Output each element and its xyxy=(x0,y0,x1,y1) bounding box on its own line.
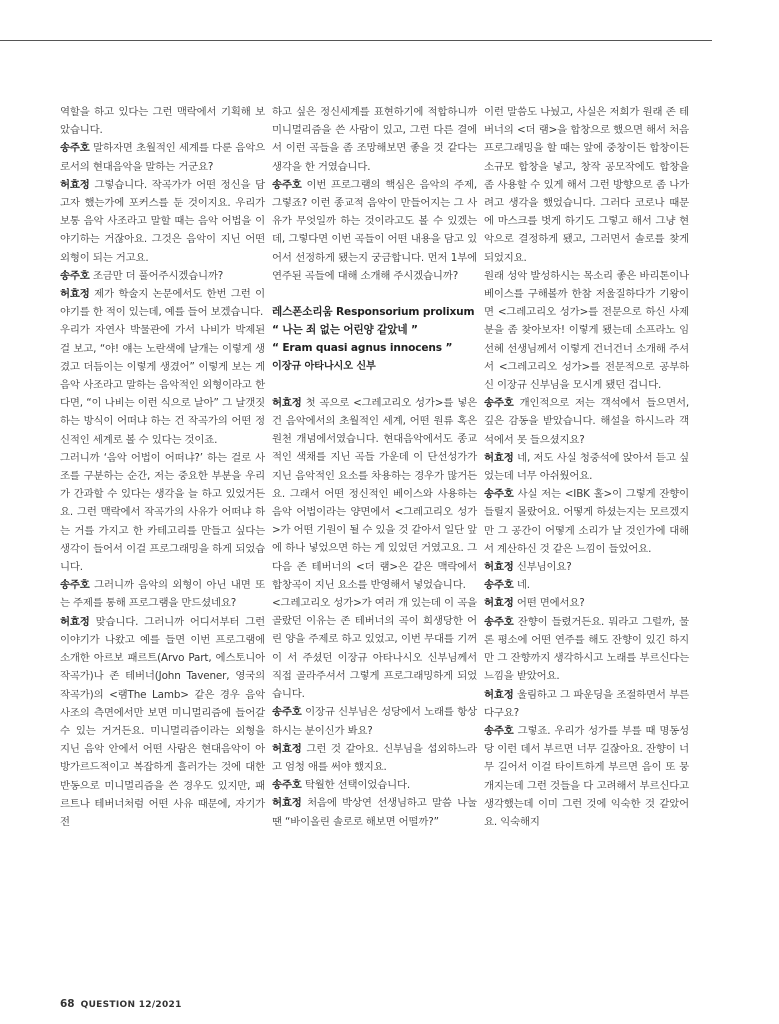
speaker-name: 허효정 xyxy=(484,451,514,464)
magazine-name: QUESTION 12/2021 xyxy=(80,1000,182,1010)
paragraph xyxy=(60,321,265,448)
paragraph-text: 이런 말씀도 나눴고, 사실은 저희가 원래 존 테버너의 <더 램>을 합창으로 했으면 해서 처음 프로그래밍을 할 때는 앞에 중창이든 합창이든 소규모 합창을 넣고, 창작 공모작에도 합창을 좀 사용할 수 있게 해서 그런 방향으로 좀 나가려고 생각을 했었습니다. 그러다 코로나 때문에 마스크를 벗게 하기도 그렇고 해서 그냥 현악으로 결정하게 됐고, 그러면서 솔로를 찾게 되었지요. xyxy=(484,106,689,264)
paragraph xyxy=(484,722,689,831)
paragraph xyxy=(272,740,477,776)
paragraph xyxy=(60,267,265,285)
paragraph xyxy=(272,594,477,703)
speaker-name: 송주호 xyxy=(484,615,514,628)
song-title: 레스폰소리움 Responsorium prolixum xyxy=(272,306,475,319)
paragraph-text: 그렇죠. 우리가 성가를 부를 때 명동성당 이런 데서 부르면 너무 길잖아요. 잔향이 너무 길어서 이걸 타이트하게 부르면 음이 또 뭉개지는데 그런 것들을 다 고려해서 부르신다고 생각했는데 이미 그런 것에 익숙한 것 같았어요. 익숙해지 xyxy=(484,724,689,828)
paragraph xyxy=(272,776,477,794)
speaker-name: 송주호 xyxy=(272,706,302,719)
paragraph xyxy=(484,103,689,267)
paragraph-text: 어떤 면에서요? xyxy=(513,597,585,610)
paragraph xyxy=(484,449,689,485)
speaker-name: 송주호 xyxy=(60,579,90,592)
speaker-name: 송주호 xyxy=(272,779,302,792)
paragraph-text: 개인적으로 저는 객석에서 들으면서, 깊은 감동을 받았습니다. 해설을 하시느라 객석에서 못 들으셨지요? xyxy=(484,397,689,446)
paragraph-text: 신부님이요? xyxy=(513,561,572,574)
column-1 xyxy=(60,103,265,831)
paragraph-text: 잔향이 들렸거든요. 뭐라고 그럴까, 물론 평소에 어떤 연주를 해도 잔향이 있긴 하지만 그 잔향까지 생각하시고 노래를 부르신다는 느낌을 받았어요. xyxy=(484,615,689,683)
paragraph xyxy=(272,794,477,830)
paragraph-text: 제가 학술지 논문에서도 한번 그런 이야기를 한 적이 있는데, 예를 들어 보겠습니다. xyxy=(60,288,265,319)
page-footer xyxy=(60,998,182,1010)
paragraph-text: 탁월한 선택이었습니다. xyxy=(301,779,411,792)
paragraph xyxy=(272,394,477,594)
paragraph-text: 처음에 박상연 선생님하고 말씀 나눌 땐 “바이올린 솔로로 해보면 어떨까?” xyxy=(272,797,477,828)
paragraph-text: 그렇습니다. 작곡가가 어떤 정신을 담고자 했는가에 포커스를 둔 것이지요. 우리가 보통 음악 사조라고 말할 때는 음악 어법을 이야기하는 거잖아요. 그것은 음악이 지닌 어떤 외형이 되는 거고요. xyxy=(60,178,265,264)
speaker-name: 송주호 xyxy=(60,269,90,282)
speaker-name: 송주호 xyxy=(484,579,514,592)
paragraph-text: 울림하고 그 파운딩을 조절하면서 부른다구요? xyxy=(484,688,689,719)
paragraph xyxy=(484,394,689,449)
paragraph xyxy=(484,558,689,576)
paragraph-text: 그러니까 ‘음악 어법이 어떠냐?’ 하는 걸로 사조를 구분하는 순간, 저는 중요한 부분을 우리가 간과할 수 있다는 생각을 늘 하고 있었거든요. 그런 맥락에서 작곡가의 사유가 어떠냐 하는 거를 가지고 한 카테고리를 만들고 싶다는 생각이 들어서 이걸 프로그래밍을 하게 되었습니다. xyxy=(60,451,265,574)
paragraph xyxy=(484,485,689,558)
paragraph-text: 하고 싶은 정신세계를 표현하기에 적합하니까 미니멀리즘을 쓴 사람이 있고, 그런 다른 결에서 이런 곡들을 좀 조망해보면 좋을 것 같다는 생각을 한 거였습니다. xyxy=(272,106,477,173)
speaker-name: 허효정 xyxy=(60,178,90,191)
speaker-name: 허효정 xyxy=(484,597,514,610)
speaker-name: 허효정 xyxy=(272,797,302,810)
song-composer: 이장규 아타나시오 신부 xyxy=(272,360,376,372)
page-number: 68 xyxy=(60,998,75,1010)
paragraph-text: 그러니까 음악의 외형이 아닌 내면 또는 주제를 통해 프로그램을 만드셨네요? xyxy=(60,579,265,610)
speaker-name: 송주호 xyxy=(484,724,514,737)
song-line-1: “ 나는 죄 없는 어린양 같았네 ” xyxy=(272,324,418,337)
speaker-name: 허효정 xyxy=(272,742,302,755)
column-2 xyxy=(272,103,477,831)
speaker-name: 허효정 xyxy=(484,561,514,574)
speaker-name: 허효정 xyxy=(60,615,90,628)
speaker-name: 허효정 xyxy=(272,396,302,409)
paragraph-text: 네. xyxy=(513,579,530,592)
speaker-name: 송주호 xyxy=(484,488,514,501)
paragraph-text: 말하자면 초월적인 세계를 다룬 음악으로서의 현대음악을 말하는 거군요? xyxy=(60,142,265,173)
paragraph xyxy=(272,703,477,739)
song-block xyxy=(272,303,477,376)
paragraph-text: 사실 저는 <IBK 홀>이 그렇게 잔향이 들릴지 몰랐어요. 어떻게 하셨는지는 모르겠지만 그 공간이 어떻게 소리가 날 것인가에 대해서 계산하신 것 같은 느낌이 들었어요. xyxy=(484,488,689,555)
paragraph xyxy=(60,139,265,175)
paragraph-text: <그레고리오 성가>가 여러 개 있는데 이 곡을 골랐던 이유는 존 테버너의 곡이 희생당한 어린 양을 주제로 하고 있었고, 이번 무대를 기꺼이 서 주셨던 이장규 아타나시오 신부님께서 직접 골라주셔서 그렇게 프로그래밍하게 되었습니다. xyxy=(272,597,477,701)
paragraph-text: 원래 성악 발성하시는 목소리 좋은 바리톤이나 베이스를 구해볼까 한참 저울질하다가 기왕이면 <그레고리오 성가>를 전문으로 하신 사제분을 좀 찾아보자! 이렇게 됐는데 소프라노 임선혜 선생님께서 이렇게 건너건너 소개해 주셔서 <그레고리오 성가>를 전문적으로 공부하신 이장규 신부님을 모시게 됐던 겁니다. xyxy=(484,269,689,392)
speaker-name: 송주호 xyxy=(484,397,514,410)
speaker-name: 송주호 xyxy=(60,142,90,155)
paragraph-text: 이번 프로그램의 핵심은 음악의 주제, 그렇죠? 이런 종교적 음악이 만들어지는 그 사유가 무엇일까 하는 것이라고도 볼 수 있겠는데, 그렇다면 이번 곡들이 어떤 내용을 담고 있어서 선정하게 됐는지 궁금합니다. 먼저 1부에 연주된 곡들에 대해 소개해 주시겠습니까? xyxy=(272,178,477,282)
paragraph xyxy=(60,285,265,321)
song-line-2: “ Eram quasi agnus innocens ” xyxy=(272,342,453,355)
paragraph-text: 네, 저도 사실 청중석에 앉아서 듣고 싶었는데 너무 아쉬웠어요. xyxy=(484,451,689,483)
paragraph-text: 역할을 하고 있다는 그런 맥락에서 기획해 보았습니다. xyxy=(60,106,265,137)
column-3 xyxy=(484,103,689,831)
paragraph-text: 우리가 자연사 박물관에 가서 나비가 박제된 걸 보고, “야! 얘는 노란색에 날개는 이렇게 생겼고 더듬이는 이렇게 생겼어” 이렇게 보는 게 음악 사조라고 말하는 음악적인 외형이라고 한다면, “이 나비는 이런 식으로 날아” 그 날갯짓 하는 방식이 어떠냐 하는 건 작곡가의 어떤 정신적인 세계로 볼 수 있다는 것이죠. xyxy=(60,324,265,446)
paragraph-text: 이장규 신부님은 성당에서 노래를 항상 하시는 분이신가 봐요? xyxy=(272,706,477,737)
paragraph-text: 그런 것 같아요. 신부님을 섭외하느라고 엄청 애를 써야 했지요. xyxy=(272,742,477,773)
paragraph xyxy=(484,594,689,612)
paragraph xyxy=(60,449,265,576)
paragraph xyxy=(60,576,265,612)
paragraph xyxy=(484,613,689,686)
paragraph xyxy=(60,613,265,831)
paragraph-text: 조금만 더 풀어주시겠습니까? xyxy=(89,269,224,282)
paragraph xyxy=(484,576,689,594)
speaker-name: 허효정 xyxy=(60,288,90,301)
paragraph xyxy=(60,176,265,267)
top-rule xyxy=(0,40,712,41)
paragraph-text: 맞습니다. 그러니까 어디서부터 그런 이야기가 나왔고 예를 들면 이번 프로그램에 소개한 아르보 패르트(Arvo Part, 에스토니아 작곡가)나 존 테버너(John Tavener, 영국의 작곡가)의 <램The Lamb> 같은 경우 음악 사조의 측면에서만 보면 미니멀리즘에 들어갈 수 있는 거거든요. 미니멀리즘이라는 외형을 지닌 음악 안에서 어떤 사람은 현대음악이 아방가르드적이고 복잡하게 흘러가는 것에 대한 반동으로 미니멀리즘을 쓴 경우도 있지만, 패르트나 테버너처럼 어떤 사유 때문에, 자기가 전 xyxy=(60,615,265,828)
paragraph xyxy=(272,103,477,176)
paragraph xyxy=(60,103,265,139)
paragraph-text: 첫 곡으로 <그레고리오 성가>를 넣은 건 음악에서의 초월적인 세계, 어떤 원류 혹은 원천 개념에서였습니다. 현대음악에서도 종교적인 색채를 지닌 곡들 가운데 이 단선성가가 지닌 음악적인 요소를 차용하는 경우가 많거든요. 그래서 어떤 정신적인 베이스와 사용하는 음악 어법이라는 양면에서 <그레고리오 성가>가 어떤 기원이 될 수 있을 것 같아서 일단 앞에 하나 넣었으면 하는 게 있었던 거였고요. 그 다음 존 테버너의 <더 램>은 같은 맥락에서 합창곡이 지닌 요소를 반영해서 넣었습니다. xyxy=(272,396,478,591)
paragraph xyxy=(272,176,477,285)
speaker-name: 송주호 xyxy=(272,178,302,191)
speaker-name: 허효정 xyxy=(484,688,514,701)
paragraph xyxy=(484,686,689,722)
paragraph xyxy=(484,267,689,394)
